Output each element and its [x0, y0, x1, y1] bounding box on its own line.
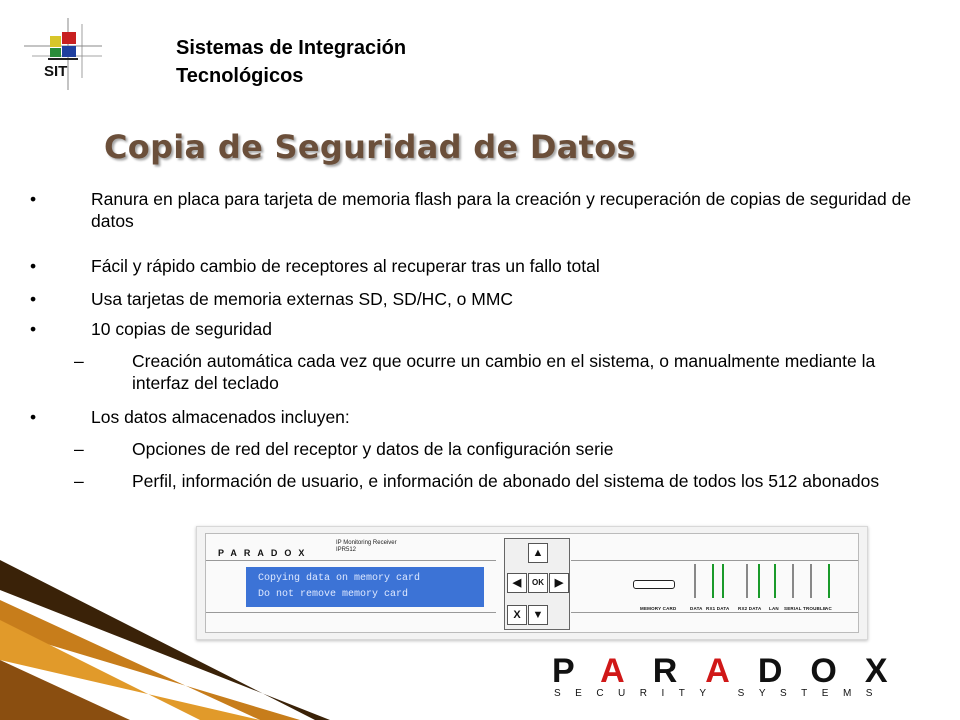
device-brand: PARADOX [218, 548, 312, 558]
rx1-led [722, 564, 724, 598]
bullet-text: 10 copias de seguridad [91, 319, 272, 339]
bullet-marker: • [30, 289, 37, 309]
ac-led [828, 564, 830, 598]
sub-bullet-text: Creación automática cada vez que ocurre un cambio en el sistema, o manualmente mediante la interfaz del teclado [132, 351, 876, 393]
sub-bullet-marker: – [74, 439, 84, 459]
sit-logo [22, 18, 104, 90]
paradox-red-letter: A [600, 652, 653, 690]
bullet-text: Ranura en placa para tarjeta de memoria flash para la creación y recuperación de copias de seguridad de datos [91, 189, 912, 231]
keypad [504, 538, 570, 630]
sub-bullet-marker: – [74, 471, 84, 491]
label-rx2: RX2 DATA [738, 606, 762, 611]
label-data: DATA [690, 606, 703, 611]
lan-led [774, 564, 776, 598]
device-model-line1: IP Monitoring Receiver [336, 540, 397, 546]
paradox-letter: DOX [757, 652, 916, 690]
x-key: X [507, 605, 527, 625]
data-led [694, 564, 696, 598]
label-ac: AC [825, 606, 832, 611]
paradox-wordmark [552, 652, 916, 690]
rx1-led [712, 564, 714, 598]
label-lan: LAN [769, 606, 779, 611]
bullet-marker: • [30, 256, 37, 276]
company-name-line1: Sistemas de Integración [176, 37, 407, 59]
label-memory-card: MEMORY CARD [640, 606, 677, 611]
paradox-logo [552, 652, 916, 700]
right-key: ▶ [549, 573, 569, 593]
bullet-marker: • [30, 319, 37, 339]
bullet-marker: • [30, 407, 37, 427]
lcd-line1: Copying data on memory card [258, 573, 421, 584]
bullet-marker: • [30, 189, 37, 209]
label-rx1: RX1 DATA [706, 606, 730, 611]
sub-bullet-text: Opciones de red del receptor y datos de la configuración serie [132, 439, 614, 459]
paradox-red-letter: A [705, 652, 758, 690]
down-key: ▼ [528, 605, 548, 625]
slide-title: Copia de Seguridad de Datos [104, 128, 636, 166]
bullet-text: Los datos almacenados incluyen: [91, 407, 350, 427]
company-name-line2: Tecnológicos [176, 65, 304, 87]
trouble-led [810, 564, 812, 598]
bullet-text: Usa tarjetas de memoria externas SD, SD/HC, o MMC [91, 289, 514, 309]
ok-key: OK [528, 573, 548, 593]
decorative-corner-stripes [0, 560, 330, 720]
sit-logo-text: SIT [44, 63, 68, 80]
paradox-letter: P [552, 652, 601, 690]
device-model-line2: IPR512 [336, 547, 357, 553]
paradox-letter: R [652, 652, 706, 690]
company-name [176, 34, 406, 90]
sub-bullet-text: Perfil, información de usuario, e información de abonado del sistema de todos los 512 abonados [132, 471, 880, 491]
panel-divider [571, 560, 858, 561]
serial-led [792, 564, 794, 598]
left-key: ◀ [507, 573, 527, 593]
rx2-led [746, 564, 748, 598]
bullet-text: Fácil y rápido cambio de receptores al recuperar tras un fallo total [91, 256, 600, 276]
paradox-subtitle: SECURITY SYSTEMS [554, 688, 887, 699]
lcd-line2: Do not remove memory card [258, 589, 409, 600]
label-serial: SERIAL [784, 606, 802, 611]
label-trouble: TROUBLE [803, 606, 827, 611]
memory-card-slot [633, 580, 675, 589]
up-key: ▲ [528, 543, 548, 563]
sub-bullet-marker: – [74, 351, 84, 371]
panel-divider [571, 612, 858, 613]
rx2-led [758, 564, 760, 598]
